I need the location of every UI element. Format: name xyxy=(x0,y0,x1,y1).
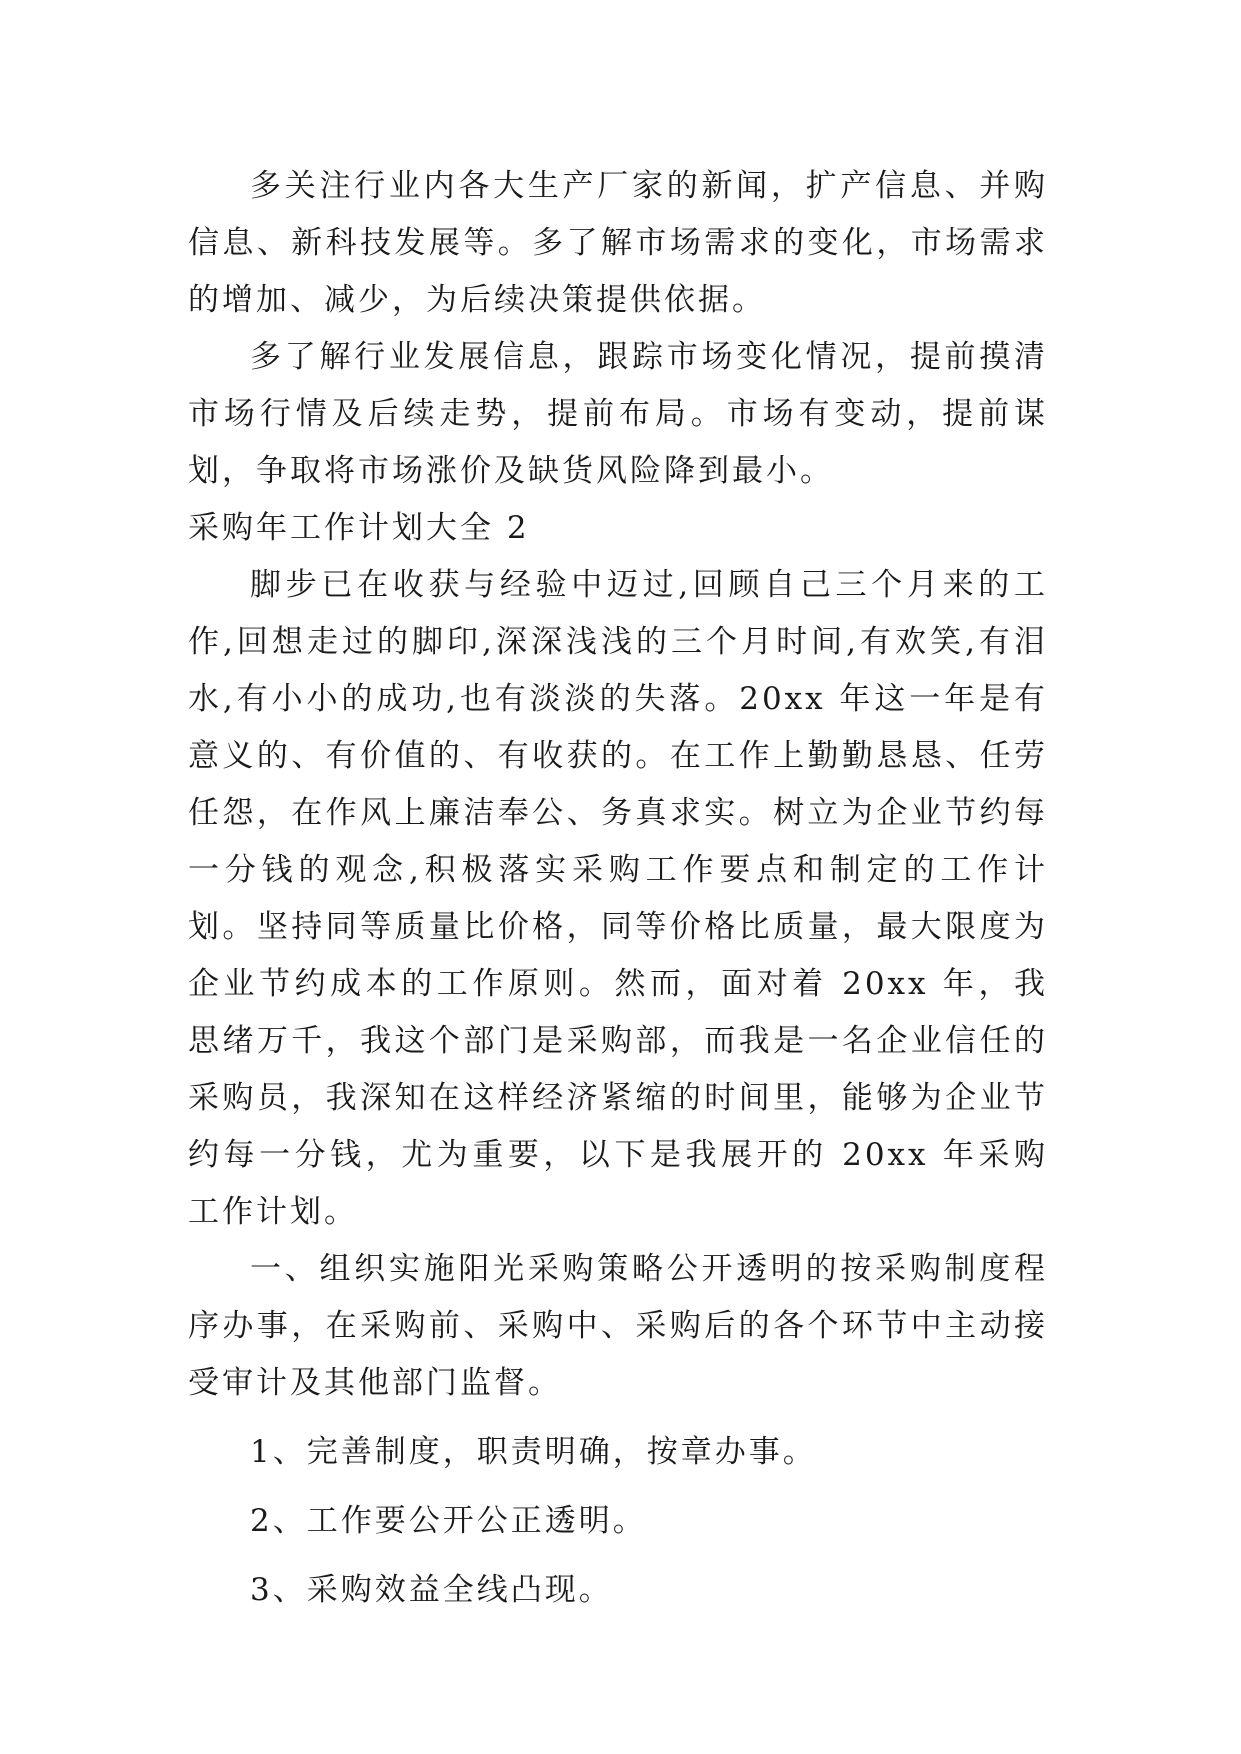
list-item: 2、工作要公开公正透明。 xyxy=(250,1503,647,1539)
list-item: 3、采购效益全线凸现。 xyxy=(250,1572,613,1608)
paragraph-review: 脚步已在收获与经验中迈过,回顾自己三个月来的工作,回想走过的脚印,深深浅浅的三个月时间,有欢笑,有泪水,有小小的成功,也有淡淡的失落。20xx 年这一年是有意义的、有价值的、有收获的。在工作上勤勤恳恳、任劳任怨，在作风上廉洁奉公、务真求实。树立为企业节约每一分钱的观念,积极落实采购工作要点和制定的工作计划。坚持同等质量比价格，同等价格比质量，最大限度为企业节约成本的工作原则。然而，面对着 20xx 年，我思绪万千，我这个部门是采购部，而我是一名企业信任的采购员，我深知在这样经济紧缩的时间里，能够为企业节约每一分钱，尤为重要，以下是我展开的 20xx 年采购工作计划。 xyxy=(188,567,1048,1230)
paragraph-industry-news: 多关注行业内各大生产厂家的新闻，扩产信息、并购信息、新科技发展等。多了解市场需求的变化，市场需求的增加、减少，为后续决策提供依据。 xyxy=(188,168,1048,318)
document-body xyxy=(188,158,1048,1619)
section-title: 采购年工作计划大全 2 xyxy=(188,510,530,546)
paragraph-market-info: 多了解行业发展信息，跟踪市场变化情况，提前摸清市场行情及后续走势，提前布局。市场有变动，提前谋划，争取将市场涨价及缺货风险降到最小。 xyxy=(188,339,1048,489)
paragraph-sunshine-procurement: 一、组织实施阳光采购策略公开透明的按采购制度程序办事，在采购前、采购中、采购后的各个环节中主动接受审计及其他部门监督。 xyxy=(188,1251,1048,1401)
list-item: 1、完善制度，职责明确，按章办事。 xyxy=(250,1434,817,1470)
